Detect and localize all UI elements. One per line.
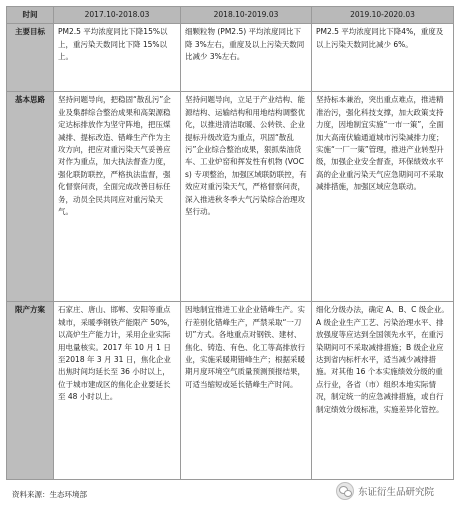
source-note: 资料来源：生态环境部 <box>12 490 87 499</box>
cell-targets-2019: PM2.5 平均浓度同比下降4%，重度及以上污染天数同比减少 6%。 <box>312 24 454 92</box>
header-label: 时间 <box>7 7 54 24</box>
table-row-targets <box>7 24 454 92</box>
cell-limits-2018: 因地制宜推进工业企业错峰生产。实行差别化错峰生产，严禁采取“一刀切”方式。各地重点对钢铁、建材、焦化、铸造、有色、化工等高排放行业，实施采暖期错峰生产；根据采暖期月度环境空气质量预测预报结果，可适当缩短或延长错峰生产时间。 <box>181 302 312 480</box>
header-period-3: 2019.10-2020.03 <box>312 7 454 24</box>
cell-limits-2019: 细化分级办法，确定 A、B、C 级企业。A 级企业生产工艺、污染治理水平、排放强度等应达到全国领先水平，在重污染期间可不采取减排措施；B 级企业应达到省内标杆水平，适当减少减排措施。对其他 16 个本实施绩效分级的重点行业，各省（市）组织本地实际情况，制定统一的应急减排措施，或自行制定绩效分级标准，实施差异化管控。 <box>312 302 454 480</box>
cell-targets-2017: PM2.5 平均浓度同比下降15%以上，重污染天数同比下降 15%以上。 <box>54 24 181 92</box>
row-label-targets: 主要目标 <box>7 24 54 92</box>
cell-approach-2018: 坚持问题导向，立足于产业结构、能源结构、运输结构和用地结构调整优化，以推进清洁取暖、公转铁、企业提标升级改造为重点，巩固“散乱污”企业综合整治成果，狠抓柴油货车、工业炉窑和挥发性有机物 (VOCs) 专项整治，加强区域联防联控，有效应对重污染天气，严格督察问责，深入推进秋冬季大气污染综合治理攻坚行动。 <box>181 92 312 302</box>
row-label-approach: 基本思路 <box>7 92 54 302</box>
watermark <box>336 482 434 500</box>
watermark-text: 东证衍生品研究院 <box>358 487 435 498</box>
table-row-approach <box>7 92 454 302</box>
table-row-production-limits <box>7 302 454 480</box>
cell-approach-2017: 坚持问题导向，把稳固“散乱污”企业及集群综合整治成果和高架源稳定达标排放作为坚守阵地，把压煤减排、提标改造、错峰生产作为主攻方向，把应对重污染天气妥善应对作为重点，加大执法督查力度，强化联防联控，严格执法监督，强化督察问责，全面完成改善目标任务，动员全民共同应对重污染天气。 <box>54 92 181 302</box>
wechat-icon <box>336 482 354 500</box>
cell-approach-2019: 坚持标本兼治，突出重点难点，推进精准治污，强化科技支撑，加大政策支持力度，因地制宜实施“一市一策”，全面加大高南伏输通道城市污染减排力度；实施“一厂一策”管理，推进产业转型升级，加强企业安全督查，环保绩效水平高的企业重污染天气应急期间可不采取减排措施，加强区域应急联动。 <box>312 92 454 302</box>
cell-limits-2017: 石家庄、唐山、邯郸、安阳等重点城市，采暖季钢铁产能限产 50%，以高炉生产能力计，采用企业实际用电量核实。2017 年 10 月 1 日至2018 年 3 月 31 日，焦化企业出焦时间均延长至 36 小时以上，位于城市建成区的焦化企业要延长至 48 小时以上。 <box>54 302 181 480</box>
cell-targets-2018: 细颗粒物 (PM2.5) 平均浓度同比下降 3%左右，重度及以上污染天数同比减少 3%左右。 <box>181 24 312 92</box>
table-header-row <box>7 7 454 24</box>
header-period-2: 2018.10-2019.03 <box>181 7 312 24</box>
policy-table <box>6 6 454 480</box>
row-label-production-limits: 限产方案 <box>7 302 54 480</box>
header-period-1: 2017.10-2018.03 <box>54 7 181 24</box>
